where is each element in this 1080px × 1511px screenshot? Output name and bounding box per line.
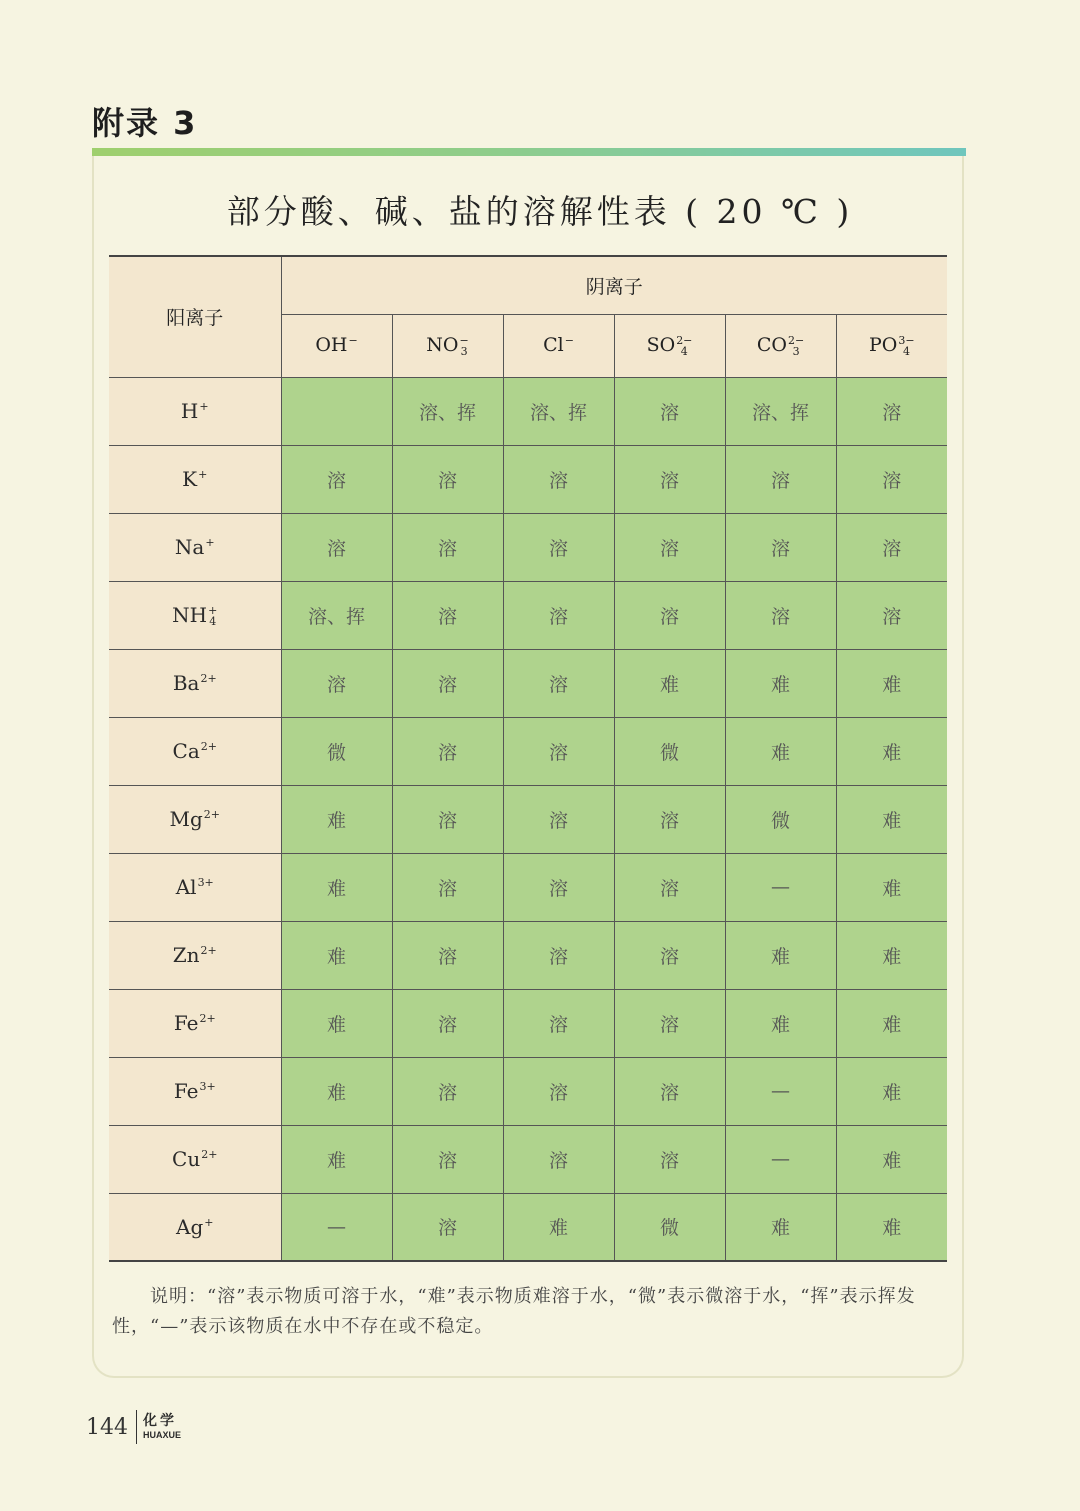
ion-subscript: 4: [209, 615, 217, 629]
solubility-table-body: [109, 377, 947, 1261]
solubility-cell: 溶: [614, 445, 725, 513]
ion-subscript: [198, 888, 214, 899]
solubility-cell: 难: [725, 989, 836, 1057]
table-row: [109, 377, 947, 445]
cation-label: [174, 1079, 216, 1103]
ion-charge: +: [205, 536, 215, 550]
ion-symbol: Mg: [169, 806, 203, 831]
solubility-cell: 溶: [392, 445, 503, 513]
ion-subscript: [201, 956, 217, 967]
cation-label: [170, 807, 221, 831]
solubility-cell: 溶、挥: [281, 581, 392, 649]
solubility-table: [109, 255, 947, 1262]
ion-charge: −: [459, 334, 469, 347]
ion-subscript: [205, 548, 214, 559]
table-row: [109, 921, 947, 989]
solubility-cell: 难: [281, 1057, 392, 1125]
ion-charge: 3−: [898, 334, 915, 347]
solubility-cell: 溶: [725, 513, 836, 581]
ion-charge: 2+: [200, 740, 217, 754]
solubility-cell: 溶: [281, 649, 392, 717]
solubility-cell: 溶: [281, 445, 392, 513]
ion-subscript: [565, 346, 574, 357]
anion-label: [757, 334, 804, 356]
solubility-cell: —: [725, 1125, 836, 1193]
solubility-cell: 溶、挥: [725, 377, 836, 445]
solubility-cell: [281, 377, 392, 445]
table-title: 部分酸、碱、盐的溶解性表 ( 20 ℃ ): [226, 192, 854, 231]
ion-symbol: Ca: [172, 738, 200, 763]
ion-charge: 2−: [787, 334, 805, 347]
cation-label: [176, 875, 214, 899]
anion-label: [543, 334, 574, 356]
anion-header-cell: [725, 314, 836, 377]
solubility-cell: 溶: [503, 581, 614, 649]
solubility-cell: 溶: [614, 921, 725, 989]
solubility-cell: 难: [614, 649, 725, 717]
ion-symbol: SO: [646, 334, 676, 356]
solubility-cell: 溶: [392, 581, 503, 649]
ion-symbol: H: [180, 398, 199, 423]
solubility-cell: 微: [614, 717, 725, 785]
ion-charge: 2−: [676, 334, 693, 347]
solubility-cell: 溶: [503, 785, 614, 853]
ion-subscript: [199, 1092, 215, 1103]
solubility-cell: 微: [614, 1193, 725, 1261]
solubility-cell: 溶: [614, 1125, 725, 1193]
solubility-cell: 溶: [614, 1057, 725, 1125]
ion-charge: −: [564, 334, 574, 347]
solubility-cell: 溶: [614, 513, 725, 581]
solubility-cell: 溶: [503, 445, 614, 513]
table-row: [109, 1193, 947, 1261]
ion-symbol: Na: [174, 534, 205, 559]
solubility-cell: 难: [725, 921, 836, 989]
cation-label: [182, 467, 207, 491]
ion-symbol: Ba: [172, 670, 200, 695]
solubility-cell: —: [725, 853, 836, 921]
solubility-cell: 难: [725, 717, 836, 785]
solubility-cell: 难: [836, 921, 947, 989]
anion-header-cell: [836, 314, 947, 377]
cation-label: [173, 943, 217, 967]
solubility-cell: 溶: [281, 513, 392, 581]
solubility-cell: 难: [281, 785, 392, 853]
ion-subscript: [204, 820, 220, 831]
solubility-cell: 溶: [392, 1057, 503, 1125]
cation-label: [172, 603, 217, 627]
cation-cell: [109, 1057, 281, 1125]
ion-symbol: NH: [172, 602, 208, 627]
cation-cell: [109, 581, 281, 649]
solubility-cell: 溶: [503, 1125, 614, 1193]
ion-charge: 2+: [203, 808, 220, 822]
ion-symbol: CO: [756, 334, 787, 356]
solubility-cell: 难: [725, 1193, 836, 1261]
cation-cell: [109, 1125, 281, 1193]
solubility-cell: 溶: [503, 989, 614, 1057]
solubility-cell: 溶: [392, 989, 503, 1057]
ion-symbol: Al: [175, 874, 197, 899]
solubility-cell: 难: [281, 1125, 392, 1193]
ion-subscript: [204, 1228, 213, 1239]
solubility-cell: 溶: [392, 853, 503, 921]
ion-subscript: 4: [680, 345, 688, 358]
solubility-cell: 难: [281, 853, 392, 921]
solubility-cell: 溶: [836, 513, 947, 581]
title-accent-bar: [92, 148, 966, 156]
subject-mark: [143, 1414, 181, 1440]
solubility-cell: 难: [836, 717, 947, 785]
anion-label: [869, 334, 915, 356]
solubility-cell: 溶: [503, 921, 614, 989]
solubility-cell: 难: [836, 853, 947, 921]
solubility-cell: 溶: [392, 717, 503, 785]
cation-cell: [109, 785, 281, 853]
ion-subscript: [201, 752, 217, 763]
ion-charge: +: [204, 1216, 214, 1229]
ion-subscript: [200, 684, 216, 695]
ion-charge: +: [198, 468, 208, 482]
ion-charge: 2+: [199, 1012, 216, 1026]
solubility-cell: 溶: [614, 581, 725, 649]
ion-symbol: OH: [315, 334, 348, 356]
ion-subscript: 3: [460, 345, 468, 358]
cation-cell: [109, 1193, 281, 1261]
solubility-cell: 溶: [503, 649, 614, 717]
solubility-cell: 难: [503, 1193, 614, 1261]
cation-cell: [109, 377, 281, 445]
solubility-cell: 溶: [614, 853, 725, 921]
ion-subscript: [199, 412, 208, 423]
solubility-cell: 溶: [392, 513, 503, 581]
cation-cell: [109, 649, 281, 717]
ion-symbol: PO: [868, 334, 898, 356]
cation-label: [175, 535, 215, 559]
anion-header-cell: [392, 314, 503, 377]
page-footer: [86, 1410, 181, 1444]
ion-subscript: [198, 480, 207, 491]
ion-charge: 2+: [200, 672, 217, 686]
ion-charge: 2+: [201, 1148, 218, 1162]
cation-header: 阳离子: [109, 256, 281, 377]
solubility-cell: 溶: [392, 785, 503, 853]
cation-cell: [109, 445, 281, 513]
solubility-cell: 溶: [392, 649, 503, 717]
cation-cell: [109, 717, 281, 785]
cation-cell: [109, 513, 281, 581]
cation-label: [172, 1147, 217, 1171]
ion-symbol: NO: [426, 334, 459, 356]
ion-subscript: 3: [792, 345, 800, 358]
ion-subscript: 4: [902, 345, 910, 358]
table-row: [109, 1125, 947, 1193]
cation-label: [174, 1011, 216, 1035]
solubility-cell: 溶: [392, 1125, 503, 1193]
solubility-cell: 溶、挥: [503, 377, 614, 445]
solubility-cell: 难: [836, 649, 947, 717]
anion-label: [647, 334, 693, 356]
ion-subscript: [348, 346, 357, 357]
solubility-cell: 难: [836, 1193, 947, 1261]
solubility-cell: 溶: [614, 377, 725, 445]
solubility-cell: 难: [281, 989, 392, 1057]
ion-symbol: Zn: [172, 942, 200, 967]
ion-charge: 3+: [197, 876, 214, 890]
solubility-cell: 溶: [725, 581, 836, 649]
solubility-cell: 溶: [503, 1057, 614, 1125]
table-row: [109, 649, 947, 717]
table-row: [109, 989, 947, 1057]
table-row: [109, 581, 947, 649]
ion-subscript: [201, 1160, 217, 1171]
table-note: 说明：“溶”表示物质可溶于水，“难”表示物质难溶于水，“微”表示微溶于水，“挥”表示挥发性，“—”表示该物质在水中不存在或不稳定。: [112, 1286, 916, 1337]
table-row: [109, 853, 947, 921]
anion-header-cell: [503, 314, 614, 377]
subject-name-cn: 化学: [143, 1413, 177, 1429]
solubility-cell: 溶: [836, 581, 947, 649]
subject-name-en: HUAXUE: [143, 1430, 182, 1440]
cation-label: [173, 739, 217, 763]
cation-label: [173, 671, 217, 695]
cation-cell: [109, 989, 281, 1057]
ion-charge: 3+: [199, 1080, 216, 1094]
solubility-cell: 溶: [503, 717, 614, 785]
cation-cell: [109, 853, 281, 921]
ion-symbol: Fe: [173, 1078, 199, 1103]
table-row: [109, 785, 947, 853]
ion-charge: +: [199, 400, 209, 414]
solubility-cell: —: [281, 1193, 392, 1261]
solubility-cell: 溶: [725, 445, 836, 513]
solubility-cell: 难: [836, 1125, 947, 1193]
solubility-cell: 难: [836, 785, 947, 853]
solubility-cell: 难: [725, 649, 836, 717]
anion-label: [426, 334, 468, 356]
ion-symbol: K: [182, 466, 198, 491]
appendix-title: 附录 3: [92, 104, 198, 142]
ion-symbol: Cl: [543, 334, 564, 356]
solubility-cell: 溶: [392, 1193, 503, 1261]
footer-divider: [136, 1410, 137, 1444]
table-row: [109, 513, 947, 581]
anion-header-cell: [281, 314, 392, 377]
solubility-cell: 溶: [836, 445, 947, 513]
anion-header: 阴离子: [281, 256, 947, 314]
anion-label: [315, 334, 357, 356]
solubility-cell: 溶: [503, 513, 614, 581]
page-number: 144: [86, 1414, 128, 1440]
cation-label: [176, 1215, 213, 1239]
ion-charge: +: [208, 604, 218, 618]
ion-symbol: Fe: [173, 1010, 199, 1035]
solubility-cell: 溶: [836, 377, 947, 445]
ion-symbol: Cu: [172, 1146, 201, 1171]
anion-header-cell: [614, 314, 725, 377]
solubility-cell: 溶: [392, 921, 503, 989]
ion-symbol: Ag: [176, 1214, 204, 1239]
ion-charge: −: [348, 334, 358, 347]
solubility-cell: 溶: [503, 853, 614, 921]
cation-cell: [109, 921, 281, 989]
solubility-cell: 难: [281, 921, 392, 989]
solubility-cell: 微: [281, 717, 392, 785]
table-row: [109, 1057, 947, 1125]
solubility-cell: 难: [836, 989, 947, 1057]
table-row: [109, 717, 947, 785]
solubility-cell: 微: [725, 785, 836, 853]
solubility-cell: 溶、挥: [392, 377, 503, 445]
solubility-cell: 溶: [614, 785, 725, 853]
solubility-cell: 难: [836, 1057, 947, 1125]
ion-charge: 2+: [200, 944, 217, 958]
cation-label: [181, 399, 209, 423]
table-row: [109, 445, 947, 513]
ion-subscript: [199, 1024, 215, 1035]
solubility-cell: 溶: [614, 989, 725, 1057]
solubility-cell: —: [725, 1057, 836, 1125]
